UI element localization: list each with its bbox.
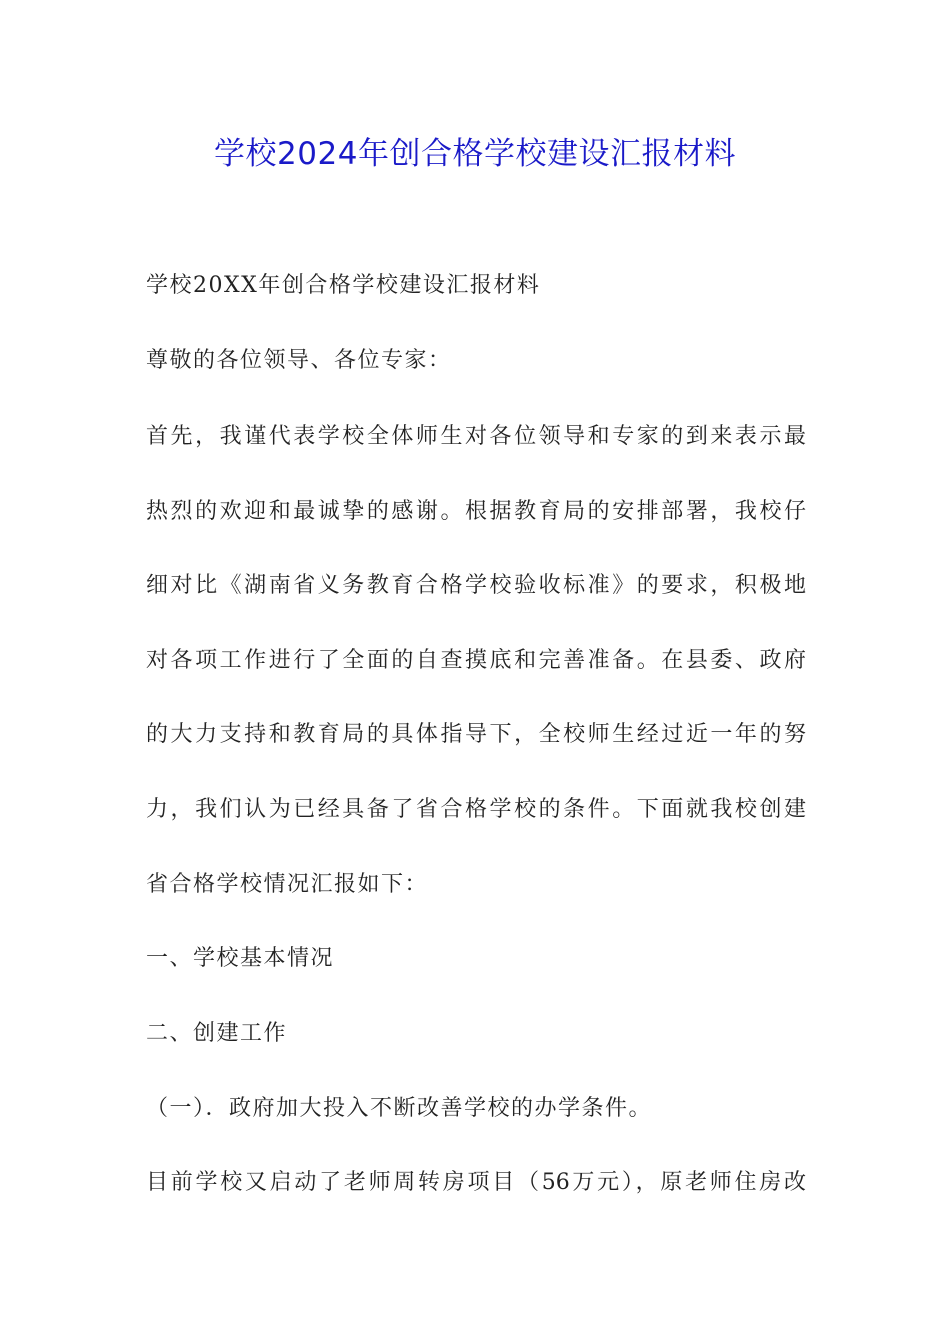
- paragraph-line: 热烈的欢迎和最诚挚的感谢。根据教育局的安排部署，我校仔: [146, 499, 806, 524]
- paragraph-line: 细对比《湖南省义务教育合格学校验收标准》的要求，积极地: [146, 573, 806, 598]
- paragraph-line: 对各项工作进行了全面的自查摸底和完善准备。在县委、政府: [146, 648, 806, 673]
- section-heading: 一、学校基本情况: [146, 946, 335, 971]
- subtitle-line: 学校20XX年创合格学校建设汇报材料: [146, 273, 541, 298]
- document-title: 学校2024年创合格学校建设汇报材料: [214, 136, 736, 172]
- paragraph-line: 力，我们认为已经具备了省合格学校的条件。下面就我校创建: [146, 797, 806, 822]
- salutation-line: 尊敬的各位领导、各位专家：: [146, 348, 452, 373]
- paragraph-line: 首先，我谨代表学校全体师生对各位领导和专家的到来表示最: [146, 424, 806, 449]
- paragraph-line: 的大力支持和教育局的具体指导下，全校师生经过近一年的努: [146, 722, 806, 747]
- paragraph-line: 省合格学校情况汇报如下：: [146, 872, 429, 897]
- subsection-heading: （一）．政府加大投入不断改善学校的办学条件。: [146, 1096, 653, 1121]
- section-heading: 二、创建工作: [146, 1021, 288, 1046]
- paragraph-line: 目前学校又启动了老师周转房项目（56万元），原老师住房改: [146, 1170, 806, 1195]
